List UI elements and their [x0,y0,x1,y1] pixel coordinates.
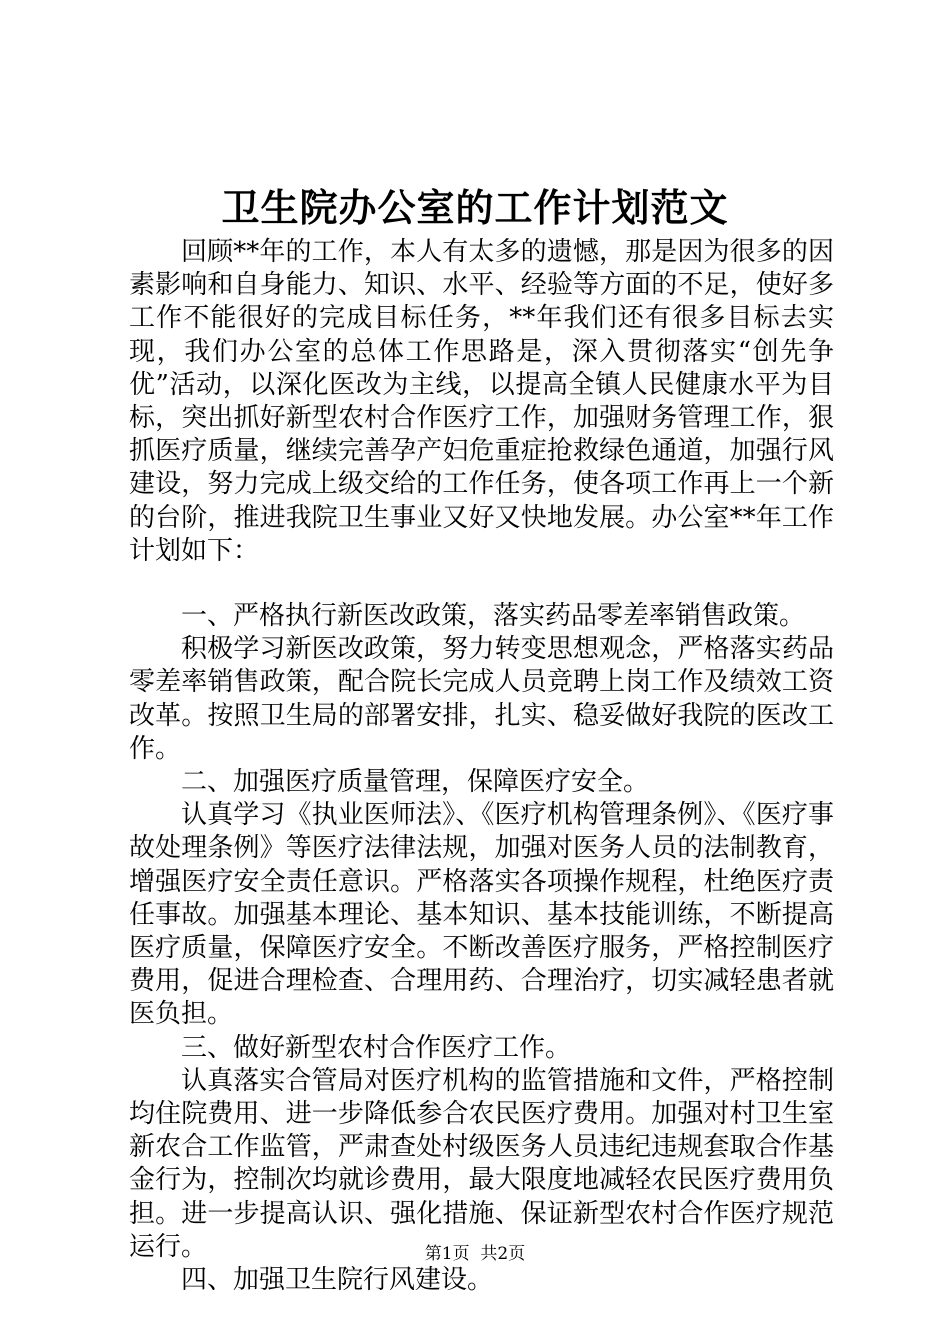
section-body-2: 认真学习《执业医师法》、《医疗机构管理条例》、《医疗事故处理条例》等医疗法律法规，加强对医务人员的法制教育，增强医疗安全责任意识。严格落实各项操作规程，杜绝医疗责任事故。加强基本理论、基本知识、基本技能训练，不断提高医疗质量，保障医疗安全。不断改善医疗服务，严格控制医疗费用，促进合理检查、合理用药、合理治疗，切实减轻患者就医负担。 [129,800,834,1030]
section-heading-2: 二、加强医疗质量管理，保障医疗安全。 [181,767,650,798]
intro-paragraph: 回顾**年的工作，本人有太多的遗憾，那是因为很多的因素影响和自身能力、知识、水平、经验等方面的不足，使好多工作不能很好的完成目标任务，**年我们还有很多目标去实现，我们办公室的总体工作思路是，深入贯彻落实“创先争优”活动，以深化医改为主线，以提高全镇人民健康水平为目标，突出抓好新型农村合作医疗工作，加强财务管理工作，狠抓医疗质量，继续完善孕产妇危重症抢救绿色通道，加强行风建设，努力完成上级交给的工作任务，使各项工作再上一个新的台阶，推进我院卫生事业又好又快地发展。办公室**年工作计划如下： [129,237,834,566]
section-body-1: 积极学习新医改政策，努力转变思想观念，严格落实药品零差率销售政策，配合院长完成人员竞聘上岗工作及绩效工资改革。按照卫生局的部署安排，扎实、稳妥做好我院的医改工作。 [129,634,834,764]
page-footer [0,1242,950,1266]
section-heading-3: 三、做好新型农村合作医疗工作。 [181,1032,572,1063]
section-heading-1: 一、严格执行新医改政策，落实药品零差率销售政策。 [181,601,806,632]
section-heading-4: 四、加强卫生院行风建设。 [181,1265,494,1296]
page-number-label: 第1页 共2页 [424,1244,526,1264]
section-body-3: 认真落实合管局对医疗机构的监管措施和文件，严格控制均住院费用、进一步降低参合农民医疗费用。加强对村卫生室新农合工作监管，严肃查处村级医务人员违纪违规套取合作基金行为，控制次均就诊费用，最大限度地减轻农民医疗费用负担。进一步提高认识、强化措施、保证新型农村合作医疗规范运行。 [129,1065,834,1262]
document-title: 卫生院办公室的工作计划范文 [221,185,729,230]
document-body [129,236,834,1297]
